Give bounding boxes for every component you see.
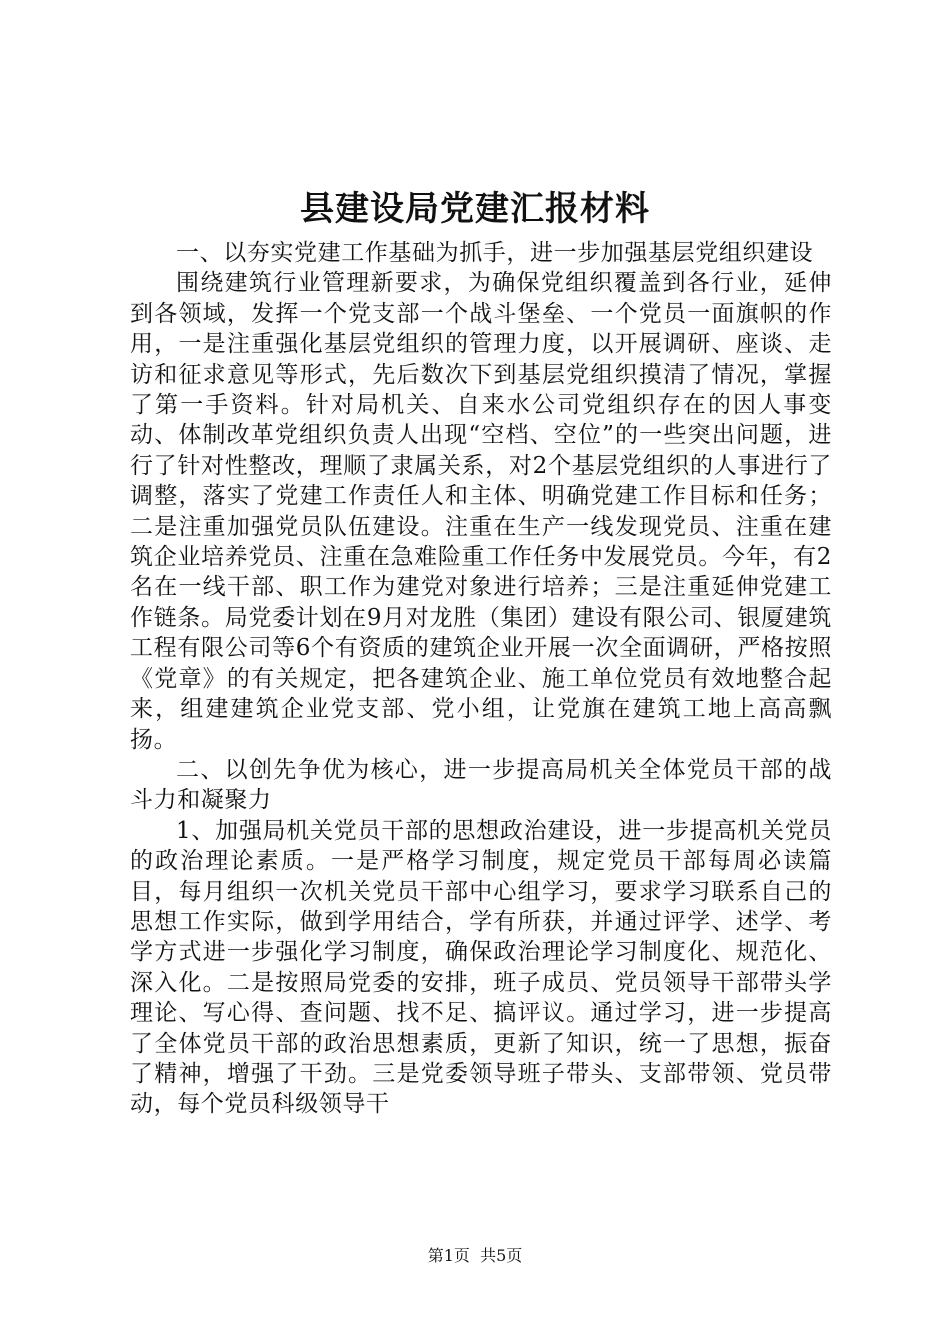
document-title: 县建设局党建汇报材料 — [300, 189, 650, 229]
body-paragraph-2: 1、加强局机关党员干部的思想政治建设，进一步提高机关党员的政治理论素质。一是严格学习制度，规定党员干部每周必读篇目，每月组织一次机关党员干部中心组学习，要求学习联系自己的思想工作实际，做到学用结合，学有所获，并通过评学、述学、考学方式进一步强化学习制度，确保政治理论学习制度化、规范化、深入化。二是按照局党委的安排，班子成员、党员领导干部带头学理论、写心得、查问题、找不足、搞评议。通过学习，进一步提高了全体党员干部的政治思想素质，更新了知识，统一了思想，振奋了精神，增强了干劲。三是党委领导班子带头、支部带领、党员带动，每个党员科级领导干 — [130, 817, 832, 1118]
page-number: 第1页 — [427, 1246, 470, 1265]
page-footer — [0, 1244, 950, 1268]
section-heading-2: 二、以创先争优为核心，进一步提高局机关全体党员干部的战斗力和凝聚力 — [130, 756, 832, 814]
section-heading-1: 一、以夯实党建工作基础为抓手，进一步加强基层党组织建设 — [176, 240, 814, 266]
body-paragraph-1: 围绕建筑行业管理新要求，为确保党组织覆盖到各行业，延伸到各领域，发挥一个党支部一个战斗堡垒、一个党员一面旗帜的作用，一是注重强化基层党组织的管理力度，以开展调研、座谈、走访和征求意见等形式，先后数次下到基层党组织摸清了情况，掌握了第一手资料。针对局机关、自来水公司党组织存在的因人事变动、体制改革党组织负责人出现“空档、空位”的一些突出问题，进行了针对性整改，理顺了隶属关系，对2个基层党组织的人事进行了调整，落实了党建工作责任人和主体、明确党建工作目标和任务；二是注重加强党员队伍建设。注重在生产一线发现党员、注重在建筑企业培养党员、注重在急难险重工作任务中发展党员。今年，有2名在一线干部、职工作为建党对象进行培养；三是注重延伸党建工作链条。局党委计划在9月对龙胜（集团）建设有限公司、银厦建筑工程有限公司等6个有资质的建筑企业开展一次全面调研，严格按照《党章》的有关规定，把各建筑企业、施工单位党员有效地整合起来，组建建筑企业党支部、党小组，让党旗在建筑工地上高高飘扬。 — [130, 270, 832, 753]
document-body — [130, 238, 832, 1120]
page-total: 共5页 — [480, 1246, 523, 1265]
